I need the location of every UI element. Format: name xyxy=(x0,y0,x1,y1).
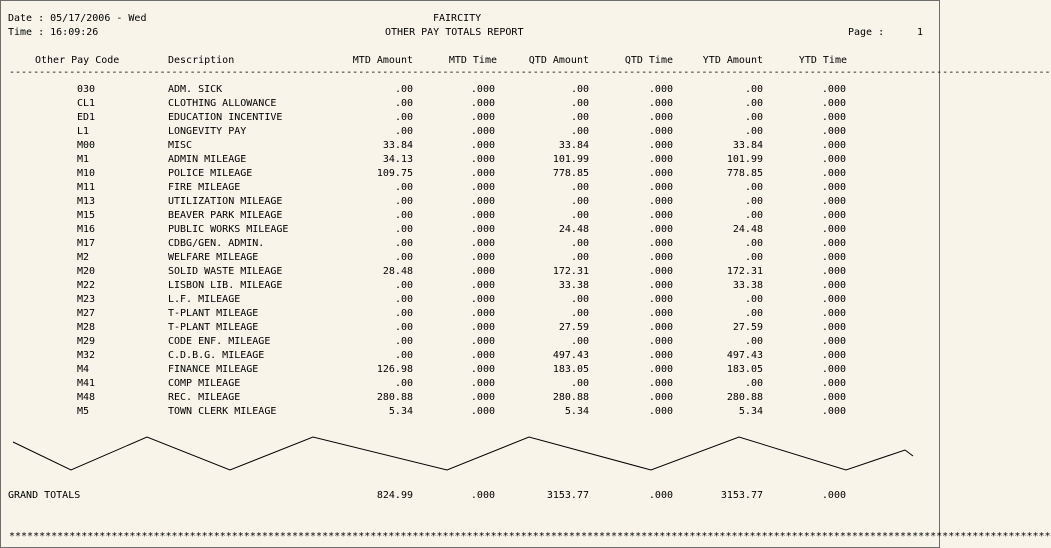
cell-qtd-amount: .00 xyxy=(570,378,589,389)
cell-mtd-amount: 109.75 xyxy=(376,168,413,179)
cell-qtd-amount: .00 xyxy=(570,84,589,95)
cell-mtd-amount: .00 xyxy=(394,84,413,95)
cell-mtd-time: .000 xyxy=(470,336,495,347)
table-row xyxy=(1,83,931,97)
table-row xyxy=(1,209,931,223)
cell-qtd-amount: .00 xyxy=(570,126,589,137)
cell-qtd-time: .000 xyxy=(648,168,673,179)
cell-ytd-amount: 5.34 xyxy=(738,406,763,417)
cell-mtd-amount: 5.34 xyxy=(388,406,413,417)
cell-ytd-amount: .00 xyxy=(744,252,763,263)
cell-code: M17 xyxy=(77,238,96,249)
cell-ytd-amount: 101.99 xyxy=(726,154,763,165)
cell-description: CDBG/GEN. ADMIN. xyxy=(168,238,265,249)
cell-ytd-time: .000 xyxy=(821,154,846,165)
cell-qtd-time: .000 xyxy=(648,210,673,221)
cell-qtd-amount: 5.34 xyxy=(564,406,589,417)
cell-qtd-time: .000 xyxy=(648,84,673,95)
cell-ytd-amount: .00 xyxy=(744,84,763,95)
cell-code: M16 xyxy=(77,224,96,235)
table-row xyxy=(1,125,931,139)
cell-description: LONGEVITY PAY xyxy=(168,126,247,137)
cell-qtd-time: .000 xyxy=(648,266,673,277)
cell-mtd-time: .000 xyxy=(470,308,495,319)
cell-description: T-PLANT MILEAGE xyxy=(168,308,259,319)
cell-code: M48 xyxy=(77,392,96,403)
page-number: 1 xyxy=(916,27,923,38)
cell-code: M10 xyxy=(77,168,96,179)
cell-description: BEAVER PARK MILEAGE xyxy=(168,210,283,221)
cell-ytd-amount: .00 xyxy=(744,378,763,389)
cell-ytd-amount: 24.48 xyxy=(732,224,763,235)
cell-qtd-time: .000 xyxy=(648,140,673,151)
table-row xyxy=(1,307,931,321)
cell-code: M00 xyxy=(77,140,96,151)
cell-code: M13 xyxy=(77,196,96,207)
cell-mtd-amount: .00 xyxy=(394,378,413,389)
cell-mtd-time: .000 xyxy=(470,350,495,361)
cell-ytd-amount: .00 xyxy=(744,336,763,347)
cell-qtd-amount: 778.85 xyxy=(552,168,589,179)
grand-totals-label: GRAND TOTALS xyxy=(8,490,81,501)
header-separator: ----------------------------------------------------------------------------------------------------------------------------------------------------------------------------- xyxy=(9,67,1051,78)
cell-qtd-amount: .00 xyxy=(570,336,589,347)
cell-mtd-amount: .00 xyxy=(394,196,413,207)
table-row xyxy=(1,223,931,237)
cell-code: ED1 xyxy=(77,112,96,123)
cell-ytd-amount: .00 xyxy=(744,308,763,319)
cell-mtd-amount: .00 xyxy=(394,238,413,249)
cell-qtd-time: .000 xyxy=(648,364,673,375)
cell-mtd-time: .000 xyxy=(470,252,495,263)
cell-qtd-time: .000 xyxy=(648,294,673,305)
table-row xyxy=(1,279,931,293)
cell-ytd-time: .000 xyxy=(821,84,846,95)
col-header-ytd-amount: YTD Amount xyxy=(702,55,763,66)
page-break-icon xyxy=(1,426,939,476)
cell-qtd-time: .000 xyxy=(648,182,673,193)
grand-total-ytd-amount: 3153.77 xyxy=(720,490,763,501)
cell-ytd-time: .000 xyxy=(821,112,846,123)
cell-ytd-amount: 778.85 xyxy=(726,168,763,179)
cell-ytd-time: .000 xyxy=(821,126,846,137)
col-header-mtd-amount: MTD Amount xyxy=(352,55,413,66)
table-row xyxy=(1,195,931,209)
table-row xyxy=(1,97,931,111)
cell-ytd-time: .000 xyxy=(821,210,846,221)
cell-mtd-amount: .00 xyxy=(394,294,413,305)
cell-description: T-PLANT MILEAGE xyxy=(168,322,259,333)
col-header-ytd-time: YTD Time xyxy=(798,55,847,66)
cell-description: ADMIN MILEAGE xyxy=(168,154,247,165)
table-row xyxy=(1,237,931,251)
cell-code: L1 xyxy=(77,126,90,137)
cell-mtd-amount: .00 xyxy=(394,98,413,109)
cell-mtd-time: .000 xyxy=(470,364,495,375)
cell-qtd-time: .000 xyxy=(648,252,673,263)
cell-mtd-amount: .00 xyxy=(394,350,413,361)
cell-code: 030 xyxy=(77,84,96,95)
cell-qtd-amount: 101.99 xyxy=(552,154,589,165)
cell-qtd-time: .000 xyxy=(648,322,673,333)
cell-qtd-amount: .00 xyxy=(570,196,589,207)
cell-description: COMP MILEAGE xyxy=(168,378,241,389)
cell-ytd-amount: .00 xyxy=(744,238,763,249)
grand-total-qtd-amount: 3153.77 xyxy=(546,490,589,501)
cell-description: CODE ENF. MILEAGE xyxy=(168,336,271,347)
col-header-code: Other Pay Code xyxy=(35,55,120,66)
cell-mtd-time: .000 xyxy=(470,182,495,193)
cell-qtd-time: .000 xyxy=(648,280,673,291)
cell-mtd-time: .000 xyxy=(470,126,495,137)
cell-qtd-amount: .00 xyxy=(570,182,589,193)
cell-description: UTILIZATION MILEAGE xyxy=(168,196,283,207)
cell-mtd-time: .000 xyxy=(470,168,495,179)
cell-qtd-amount: .00 xyxy=(570,210,589,221)
table-row xyxy=(1,265,931,279)
cell-mtd-time: .000 xyxy=(470,266,495,277)
cell-ytd-time: .000 xyxy=(821,252,846,263)
cell-qtd-time: .000 xyxy=(648,378,673,389)
cell-qtd-amount: 497.43 xyxy=(552,350,589,361)
table-row xyxy=(1,349,931,363)
cell-description: SOLID WASTE MILEAGE xyxy=(168,266,283,277)
col-header-description: Description xyxy=(168,55,235,66)
grand-total-mtd-amount: 824.99 xyxy=(376,490,413,501)
cell-ytd-time: .000 xyxy=(821,196,846,207)
cell-ytd-time: .000 xyxy=(821,378,846,389)
cell-code: M28 xyxy=(77,322,96,333)
cell-ytd-amount: .00 xyxy=(744,210,763,221)
cell-ytd-amount: 172.31 xyxy=(726,266,763,277)
cell-mtd-amount: .00 xyxy=(394,210,413,221)
cell-code: M29 xyxy=(77,336,96,347)
cell-qtd-amount: 24.48 xyxy=(558,224,589,235)
table-row xyxy=(1,391,931,405)
cell-mtd-amount: .00 xyxy=(394,182,413,193)
cell-qtd-amount: 33.38 xyxy=(558,280,589,291)
cell-ytd-time: .000 xyxy=(821,406,846,417)
cell-description: LISBON LIB. MILEAGE xyxy=(168,280,283,291)
cell-mtd-time: .000 xyxy=(470,112,495,123)
cell-ytd-amount: 33.38 xyxy=(732,280,763,291)
cell-qtd-time: .000 xyxy=(648,406,673,417)
cell-mtd-amount: 126.98 xyxy=(376,364,413,375)
cell-code: M23 xyxy=(77,294,96,305)
cell-ytd-amount: .00 xyxy=(744,126,763,137)
cell-description: L.F. MILEAGE xyxy=(168,294,241,305)
cell-qtd-amount: .00 xyxy=(570,294,589,305)
cell-qtd-amount: 33.84 xyxy=(558,140,589,151)
cell-code: M11 xyxy=(77,182,96,193)
cell-code: M20 xyxy=(77,266,96,277)
cell-description: EDUCATION INCENTIVE xyxy=(168,112,283,123)
cell-ytd-amount: 33.84 xyxy=(732,140,763,151)
col-header-qtd-time: QTD Time xyxy=(624,55,673,66)
cell-ytd-amount: .00 xyxy=(744,98,763,109)
cell-qtd-time: .000 xyxy=(648,112,673,123)
cell-mtd-time: .000 xyxy=(470,392,495,403)
cell-ytd-amount: 183.05 xyxy=(726,364,763,375)
table-row xyxy=(1,405,931,419)
cell-description: C.D.B.G. MILEAGE xyxy=(168,350,265,361)
table-row xyxy=(1,153,931,167)
cell-description: FINANCE MILEAGE xyxy=(168,364,259,375)
cell-ytd-time: .000 xyxy=(821,364,846,375)
cell-description: REC. MILEAGE xyxy=(168,392,241,403)
table-row xyxy=(1,167,931,181)
cell-description: PUBLIC WORKS MILEAGE xyxy=(168,224,289,235)
cell-mtd-time: .000 xyxy=(470,196,495,207)
cell-ytd-time: .000 xyxy=(821,182,846,193)
cell-qtd-amount: 183.05 xyxy=(552,364,589,375)
cell-code: CL1 xyxy=(77,98,96,109)
col-header-qtd-amount: QTD Amount xyxy=(528,55,589,66)
cell-qtd-amount: 280.88 xyxy=(552,392,589,403)
cell-ytd-amount: 497.43 xyxy=(726,350,763,361)
cell-qtd-time: .000 xyxy=(648,392,673,403)
cell-mtd-time: .000 xyxy=(470,322,495,333)
cell-mtd-time: .000 xyxy=(470,378,495,389)
cell-qtd-amount: 172.31 xyxy=(552,266,589,277)
cell-description: ADM. SICK xyxy=(168,84,223,95)
cell-qtd-time: .000 xyxy=(648,126,673,137)
cell-mtd-amount: .00 xyxy=(394,322,413,333)
cell-qtd-time: .000 xyxy=(648,308,673,319)
organization-name: FAIRCITY xyxy=(433,13,482,24)
cell-qtd-time: .000 xyxy=(648,98,673,109)
cell-qtd-amount: .00 xyxy=(570,112,589,123)
cell-ytd-time: .000 xyxy=(821,238,846,249)
cell-ytd-amount: 27.59 xyxy=(732,322,763,333)
cell-mtd-time: .000 xyxy=(470,84,495,95)
cell-mtd-time: .000 xyxy=(470,98,495,109)
cell-ytd-amount: .00 xyxy=(744,112,763,123)
cell-mtd-time: .000 xyxy=(470,280,495,291)
cell-description: MISC xyxy=(168,140,193,151)
cell-qtd-time: .000 xyxy=(648,154,673,165)
cell-ytd-time: .000 xyxy=(821,280,846,291)
cell-code: M5 xyxy=(77,406,90,417)
table-row xyxy=(1,293,931,307)
cell-ytd-time: .000 xyxy=(821,350,846,361)
cell-mtd-time: .000 xyxy=(470,210,495,221)
cell-ytd-time: .000 xyxy=(821,266,846,277)
table-row xyxy=(1,181,931,195)
cell-ytd-amount: 280.88 xyxy=(726,392,763,403)
cell-code: M22 xyxy=(77,280,96,291)
cell-qtd-time: .000 xyxy=(648,350,673,361)
cell-mtd-amount: .00 xyxy=(394,280,413,291)
cell-code: M32 xyxy=(77,350,96,361)
cell-mtd-amount: .00 xyxy=(394,126,413,137)
cell-ytd-time: .000 xyxy=(821,140,846,151)
report-time: Time : 16:09:26 xyxy=(8,27,99,38)
table-row xyxy=(1,363,931,377)
cell-mtd-amount: 34.13 xyxy=(382,154,413,165)
footer-separator: ***************************************************************************************************************************************************************************** xyxy=(9,531,1051,542)
report-title: OTHER PAY TOTALS REPORT xyxy=(385,27,524,38)
cell-qtd-amount: .00 xyxy=(570,252,589,263)
cell-qtd-time: .000 xyxy=(648,196,673,207)
cell-ytd-time: .000 xyxy=(821,98,846,109)
page-label: Page : xyxy=(848,27,885,38)
cell-ytd-amount: .00 xyxy=(744,294,763,305)
cell-qtd-amount: .00 xyxy=(570,98,589,109)
col-header-mtd-time: MTD Time xyxy=(448,55,497,66)
grand-total-qtd-time: .000 xyxy=(648,490,673,501)
table-row xyxy=(1,335,931,349)
report-date: Date : 05/17/2006 - Wed xyxy=(8,13,147,24)
cell-qtd-amount: .00 xyxy=(570,238,589,249)
cell-mtd-time: .000 xyxy=(470,294,495,305)
cell-ytd-time: .000 xyxy=(821,322,846,333)
cell-description: CLOTHING ALLOWANCE xyxy=(168,98,277,109)
table-row xyxy=(1,111,931,125)
cell-mtd-amount: .00 xyxy=(394,252,413,263)
cell-code: M1 xyxy=(77,154,90,165)
cell-description: WELFARE MILEAGE xyxy=(168,252,259,263)
cell-mtd-amount: .00 xyxy=(394,112,413,123)
cell-description: FIRE MILEAGE xyxy=(168,182,241,193)
cell-qtd-time: .000 xyxy=(648,336,673,347)
cell-ytd-time: .000 xyxy=(821,224,846,235)
cell-mtd-amount: 33.84 xyxy=(382,140,413,151)
cell-mtd-amount: .00 xyxy=(394,224,413,235)
cell-code: M15 xyxy=(77,210,96,221)
cell-qtd-amount: .00 xyxy=(570,308,589,319)
grand-total-ytd-time: .000 xyxy=(821,490,846,501)
cell-ytd-time: .000 xyxy=(821,308,846,319)
cell-code: M27 xyxy=(77,308,96,319)
cell-ytd-amount: .00 xyxy=(744,182,763,193)
cell-mtd-time: .000 xyxy=(470,406,495,417)
cell-ytd-time: .000 xyxy=(821,168,846,179)
cell-mtd-time: .000 xyxy=(470,238,495,249)
cell-mtd-amount: .00 xyxy=(394,308,413,319)
cell-code: M41 xyxy=(77,378,96,389)
cell-mtd-amount: 28.48 xyxy=(382,266,413,277)
cell-ytd-time: .000 xyxy=(821,392,846,403)
grand-total-mtd-time: .000 xyxy=(470,490,495,501)
table-row xyxy=(1,377,931,391)
cell-code: M2 xyxy=(77,252,90,263)
cell-qtd-time: .000 xyxy=(648,224,673,235)
cell-qtd-time: .000 xyxy=(648,238,673,249)
cell-ytd-time: .000 xyxy=(821,294,846,305)
cell-description: TOWN CLERK MILEAGE xyxy=(168,406,277,417)
table-row xyxy=(1,251,931,265)
cell-code: M4 xyxy=(77,364,90,375)
cell-qtd-amount: 27.59 xyxy=(558,322,589,333)
table-row xyxy=(1,321,931,335)
cell-mtd-amount: .00 xyxy=(394,336,413,347)
cell-mtd-amount: 280.88 xyxy=(376,392,413,403)
cell-description: POLICE MILEAGE xyxy=(168,168,253,179)
cell-mtd-time: .000 xyxy=(470,140,495,151)
table-row xyxy=(1,139,931,153)
cell-ytd-time: .000 xyxy=(821,336,846,347)
cell-ytd-amount: .00 xyxy=(744,196,763,207)
cell-mtd-time: .000 xyxy=(470,224,495,235)
cell-mtd-time: .000 xyxy=(470,154,495,165)
